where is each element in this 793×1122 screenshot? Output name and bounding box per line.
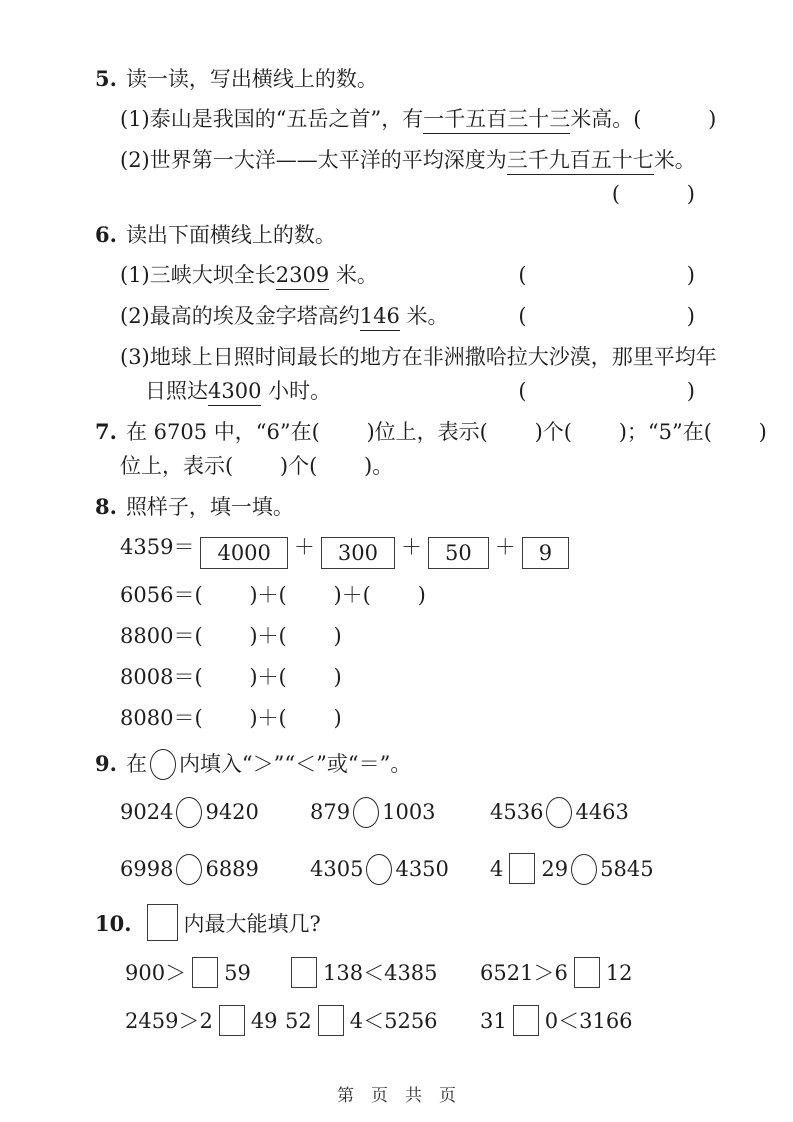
q10-row-1: [95, 951, 695, 995]
digit-blank-box: [574, 957, 600, 988]
plus-sign: ＋: [293, 535, 315, 559]
q6-item-2-text: [120, 301, 449, 331]
q5-number: 5.: [95, 66, 117, 91]
q7-line-2: 位上，表示( )个( )。: [120, 454, 394, 478]
q5-item-1-answer-blank: ( ): [633, 107, 717, 131]
right-number: 4463: [575, 800, 629, 824]
q9-comparison-5: [310, 847, 490, 891]
digit-blank-box: [513, 1005, 539, 1036]
q6-item-3-text: [145, 376, 331, 406]
q6-item-1-text: [120, 260, 378, 290]
q6-heading: [95, 220, 695, 250]
item-pre: 31: [480, 1009, 507, 1033]
q9-heading: [95, 749, 695, 780]
q9-number: 9.: [95, 751, 117, 776]
left-number: 4305: [310, 857, 364, 881]
q6-item-2-pre: (2)最高的埃及金字塔高约: [120, 304, 360, 328]
digit-blank-box: [291, 957, 317, 988]
q6-item-3-post: 小时。: [261, 379, 332, 403]
item-post: 138＜4385: [323, 961, 438, 985]
q7-heading: [95, 417, 767, 447]
q9-comparison-6: [490, 847, 695, 891]
item-pre: 2459＞2: [125, 1009, 213, 1033]
q6-item-1-post: 米。: [329, 263, 378, 287]
comparison-circle: [176, 854, 202, 885]
q10-title-post: 内最大能填几?: [183, 912, 321, 936]
q8-example-box-2: 300: [321, 537, 395, 569]
q8-example-box-1: 4000: [200, 537, 287, 569]
q9-row-2: [95, 847, 695, 891]
q6-item-1-answer-blank: ( ): [518, 263, 695, 287]
q8-number: 8.: [95, 494, 117, 519]
q9-comparison-1: [120, 790, 310, 834]
q6-item-2-answer-blank: ( ): [518, 304, 695, 328]
q5-item-2-answer-line: [95, 179, 695, 209]
q6-number: 6.: [95, 222, 117, 247]
item-pre: 52: [285, 1009, 312, 1033]
q6-item-2-post: 米。: [399, 304, 449, 328]
q8-equation-line: 8008＝( )＋( ): [120, 665, 342, 689]
q6-item-1-pre: (1)三峡大坝全长: [120, 263, 276, 287]
comparison-circle: [176, 797, 202, 828]
item-pre: 900＞: [125, 961, 187, 985]
comparison-circle: [571, 854, 597, 885]
q5-item-2-answer-blank: ( ): [611, 182, 695, 206]
item-post: 0＜3166: [544, 1009, 633, 1033]
q5-item-2-post: 米。: [653, 148, 696, 172]
q9-comparison-3: [490, 790, 695, 834]
digit-blank-box: [318, 1005, 344, 1036]
item-post: 4＜5256: [349, 1009, 438, 1033]
q10-item-1: [125, 951, 285, 995]
q5-item-1-underlined-number: 一千五百三十三: [423, 107, 570, 134]
q7-line-1: 在 6705 中，“6”在( )位上，表示( )个( )；“5”在( ): [125, 420, 767, 444]
q8-equation-line: 8080＝( )＋( ): [120, 706, 342, 730]
q5-item-1-pre: (1)泰山是我国的“五岳之首”，有: [120, 107, 424, 131]
page-footer: 第 页 共 页: [337, 1086, 456, 1106]
q10-item-2: [285, 951, 480, 995]
q6-item-2: [95, 301, 695, 331]
q6-item-3-underlined-number: 4300: [208, 379, 261, 406]
right-number: 1003: [382, 800, 436, 824]
plus-sign: ＋: [494, 535, 516, 559]
comparison-circle: [546, 797, 572, 828]
q9-comparison-4: [120, 847, 310, 891]
q6-item-3-line-1: (3)地球上日照时间最长的地方在非洲撒哈拉大沙漠，那里平均年: [120, 345, 717, 369]
left-number: 6998: [120, 857, 174, 881]
right-number: 9420: [205, 800, 259, 824]
q7-number: 7.: [95, 419, 117, 444]
q10-item-6: [480, 999, 695, 1043]
q10-heading-square-icon: [147, 904, 178, 941]
q5-item-2-underlined-number: 三千九百五十七: [507, 148, 654, 175]
q8-example-line: [95, 532, 695, 569]
left-number: 879: [310, 800, 351, 824]
q6-item-2-underlined-number: 146: [360, 304, 400, 331]
q6-item-3-line-2: [95, 376, 695, 406]
q10-item-4: [125, 999, 285, 1043]
q9-heading-circle-icon: [150, 749, 176, 780]
q5-item-1-post: 米高。: [570, 107, 634, 131]
item-post: 12: [605, 961, 633, 985]
q10-item-5: [285, 999, 480, 1043]
digit-blank-box: [192, 957, 218, 988]
q8-example-box-4: 9: [522, 537, 569, 569]
left-number: 4536: [490, 800, 544, 824]
left-number: 9024: [120, 800, 174, 824]
plus-sign: ＋: [401, 535, 422, 559]
q6-title: 读出下面横线上的数。: [125, 223, 336, 247]
q10-item-3: [480, 951, 695, 995]
q10-heading: [95, 904, 695, 941]
q6-item-1-underlined-number: 2309: [276, 263, 329, 290]
q5-title: 读一读，写出横线上的数。: [125, 67, 378, 91]
right-number: 4350: [395, 857, 449, 881]
comparison-circle: [353, 797, 379, 828]
q8-equation-line: 6056＝( )＋( )＋( ): [120, 583, 426, 607]
q9-row-1: [95, 790, 695, 834]
q8-example-lhs: 4359＝: [120, 535, 195, 559]
q8-example-box-3: 50: [428, 537, 489, 569]
item-pre: 6521＞6: [480, 961, 568, 985]
q10-row-2: [95, 999, 695, 1043]
mid-number: 29: [541, 857, 569, 881]
q9-title-post: 内填入“＞”“＜”或“＝”。: [178, 752, 412, 776]
q5-item-1-text: [120, 104, 633, 134]
q5-item-2-pre: (2)世界第一大洋——太平洋的平均深度为: [120, 148, 507, 172]
q10-number: 10.: [95, 911, 132, 936]
q8-title: 照样子，填一填。: [125, 495, 294, 519]
digit-blank-box: [509, 853, 535, 884]
q6-item-3-answer-blank: ( ): [518, 379, 695, 403]
q5-heading: [95, 64, 695, 94]
q6-item-3-pre: 日照达: [145, 379, 208, 403]
q9-comparison-2: [310, 790, 490, 834]
q9-title-pre: 在: [125, 752, 147, 776]
digit-blank-box: [219, 1005, 245, 1036]
right-number: 6889: [205, 857, 259, 881]
item-post: 49: [250, 1009, 278, 1033]
q6-item-1: [95, 260, 695, 290]
left-number: 4: [490, 857, 504, 881]
q8-equation-line: 8800＝( )＋( ): [120, 624, 342, 648]
right-number: 5845: [600, 857, 654, 881]
comparison-circle: [366, 854, 392, 885]
q5-item-2: [95, 145, 695, 175]
item-post: 59: [224, 961, 251, 985]
q5-item-1: [95, 104, 717, 134]
q8-heading: [95, 492, 695, 522]
